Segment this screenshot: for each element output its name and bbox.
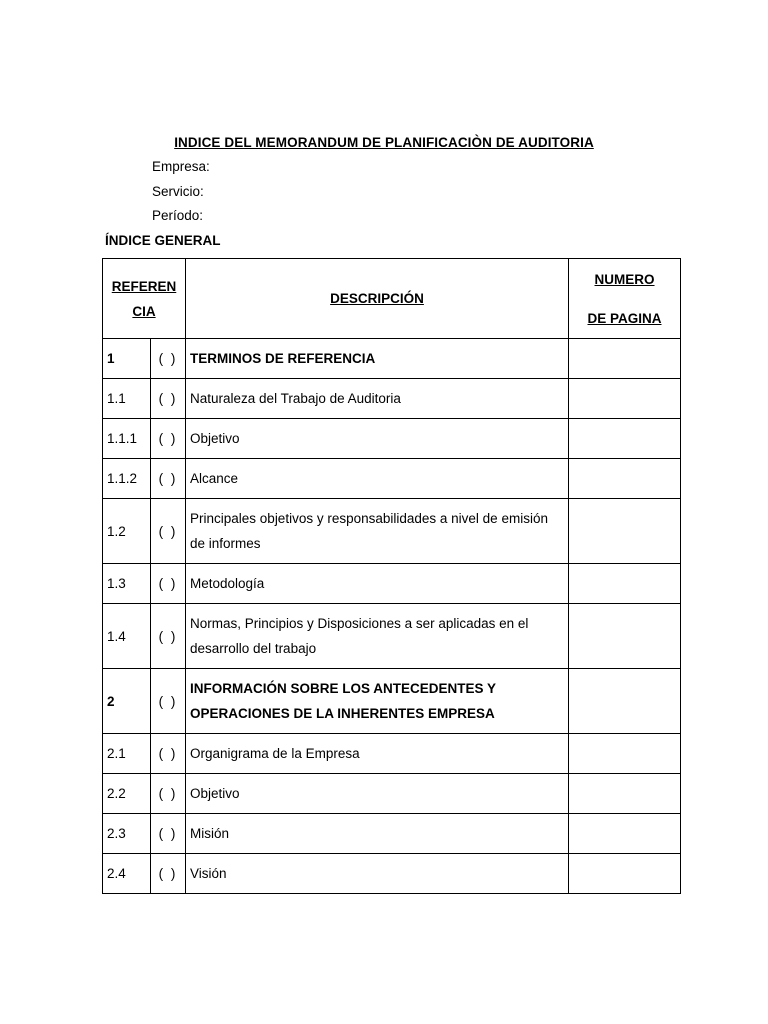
row-reference: 2.4 [103, 854, 151, 894]
table-row [103, 814, 681, 854]
row-description: TERMINOS DE REFERENCIA [186, 339, 569, 379]
row-checkbox-marker: ( ) [151, 564, 186, 604]
table-row [103, 774, 681, 814]
empresa-label: Empresa: [152, 159, 210, 174]
row-reference: 1.1 [103, 379, 151, 419]
row-page-number [569, 854, 681, 894]
index-table [102, 258, 681, 894]
row-description: Organigrama de la Empresa [186, 734, 569, 774]
row-reference: 1.1.2 [103, 459, 151, 499]
header-descripcion [186, 259, 569, 339]
row-checkbox-marker: ( ) [151, 459, 186, 499]
row-page-number [569, 669, 681, 734]
row-checkbox-marker: ( ) [151, 339, 186, 379]
table-row [103, 499, 681, 564]
row-description: Naturaleza del Trabajo de Auditoria [186, 379, 569, 419]
row-reference: 2.3 [103, 814, 151, 854]
header-numero-line1: NUMERO [594, 271, 655, 287]
row-description: Normas, Principios y Disposiciones a ser aplicadas en el desarrollo del trabajo [186, 604, 569, 669]
table-row [103, 379, 681, 419]
row-page-number [569, 339, 681, 379]
row-description: INFORMACIÓN SOBRE LOS ANTECEDENTES Y OPERACIONES DE LA INHERENTES EMPRESA [186, 669, 569, 734]
table-row [103, 339, 681, 379]
row-reference: 1.4 [103, 604, 151, 669]
row-description: Metodología [186, 564, 569, 604]
table-row [103, 604, 681, 669]
header-referencia [103, 259, 186, 339]
row-description: Visión [186, 854, 569, 894]
row-description: Objetivo [186, 774, 569, 814]
table-body [103, 339, 681, 894]
header-descripcion-label: DESCRIPCIÓN [330, 291, 424, 306]
row-reference: 2.1 [103, 734, 151, 774]
servicio-label: Servicio: [152, 184, 204, 199]
header-referencia-line2: CIA [132, 303, 156, 319]
row-reference: 2 [103, 669, 151, 734]
table-row [103, 669, 681, 734]
header-referencia-line1: REFEREN [111, 278, 177, 294]
table-header-row [103, 259, 681, 339]
periodo-label: Período: [152, 208, 204, 223]
row-checkbox-marker: ( ) [151, 814, 186, 854]
row-checkbox-marker: ( ) [151, 419, 186, 459]
header-numero-pagina [569, 259, 681, 339]
row-reference: 1.3 [103, 564, 151, 604]
row-page-number [569, 734, 681, 774]
row-reference: 1.1.1 [103, 419, 151, 459]
table-row [103, 854, 681, 894]
table-row [103, 419, 681, 459]
row-description: Misión [186, 814, 569, 854]
row-page-number [569, 564, 681, 604]
header-numero-line2: DE PAGINA [587, 310, 662, 326]
table-row [103, 734, 681, 774]
row-checkbox-marker: ( ) [151, 734, 186, 774]
row-page-number [569, 814, 681, 854]
row-description: Alcance [186, 459, 569, 499]
table-row [103, 564, 681, 604]
row-checkbox-marker: ( ) [151, 854, 186, 894]
row-page-number [569, 419, 681, 459]
row-checkbox-marker: ( ) [151, 604, 186, 669]
row-checkbox-marker: ( ) [151, 774, 186, 814]
row-reference: 1 [103, 339, 151, 379]
row-page-number [569, 499, 681, 564]
row-description: Principales objetivos y responsabilidades a nivel de emisión de informes [186, 499, 569, 564]
row-checkbox-marker: ( ) [151, 379, 186, 419]
row-reference: 2.2 [103, 774, 151, 814]
row-description: Objetivo [186, 419, 569, 459]
row-page-number [569, 774, 681, 814]
row-checkbox-marker: ( ) [151, 499, 186, 564]
row-page-number [569, 379, 681, 419]
document-title: INDICE DEL MEMORANDUM DE PLANIFICACIÒN DE AUDITORIA [174, 135, 594, 150]
table-row [103, 459, 681, 499]
row-page-number [569, 459, 681, 499]
row-page-number [569, 604, 681, 669]
row-checkbox-marker: ( ) [151, 669, 186, 734]
row-reference: 1.2 [103, 499, 151, 564]
section-heading: ÍNDICE GENERAL [105, 233, 221, 248]
